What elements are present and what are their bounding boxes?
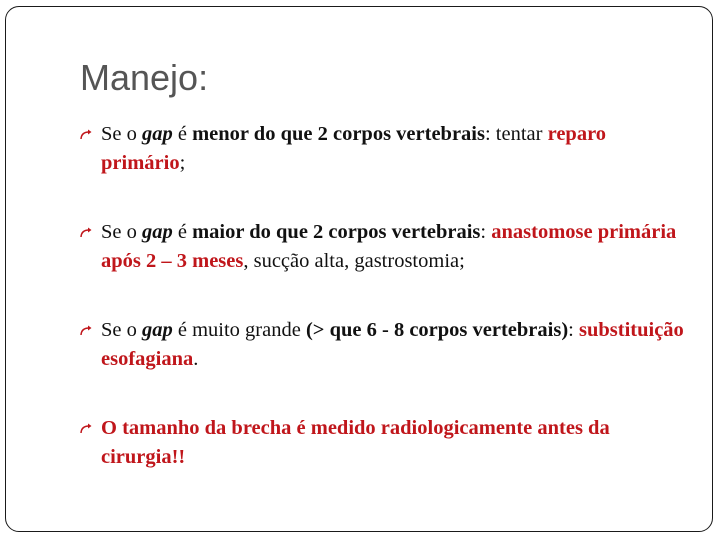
bullet-text-highlight: substituição esofagiana xyxy=(101,319,684,370)
bullet-item xyxy=(80,218,690,276)
bullet-text-plain: é muito grande xyxy=(172,319,306,341)
bullet-text-plain: : tentar xyxy=(484,123,548,145)
curved-arrow-bullet-icon xyxy=(80,325,92,337)
bullet-text-plain: , sucção alta, gastrostomia; xyxy=(243,250,465,272)
bullet-text-plain: : xyxy=(568,319,579,341)
bullet-text-plain: : xyxy=(480,221,492,243)
slide-title: Manejo: xyxy=(80,57,209,98)
bullet-text-plain: é xyxy=(172,123,193,145)
curved-arrow-bullet-icon xyxy=(80,423,92,435)
bullet-text-bold: maior do que 2 corpos vertebrais xyxy=(192,221,481,243)
bullet-item xyxy=(80,120,690,178)
bullet-text-plain: . xyxy=(193,348,199,370)
bullet-text-bold: menor do que 2 corpos vertebrais xyxy=(192,123,485,145)
bullet-text-gap: gap xyxy=(142,221,173,243)
bullet-text xyxy=(101,221,676,272)
bullet-text-plain: ; xyxy=(179,152,186,174)
bullet-text-bold: (> que 6 - 8 corpos vertebrais) xyxy=(305,319,569,341)
bullet-text-highlight: anastomose primária após 2 – 3 meses xyxy=(101,221,677,272)
bullet-text-gap: gap xyxy=(142,123,173,145)
bullet-list xyxy=(80,120,690,512)
bullet-text xyxy=(101,123,606,174)
bullet-text-highlight: reparo primário xyxy=(101,123,607,174)
curved-arrow-bullet-icon xyxy=(80,227,92,239)
bullet-item xyxy=(80,414,690,472)
bullet-text-plain: Se o xyxy=(101,319,142,341)
bullet-text-plain: é xyxy=(172,221,193,243)
bullet-item xyxy=(80,316,690,374)
bullet-text-highlight: O tamanho da brecha é medido radiologicamente antes da cirurgia!! xyxy=(101,417,610,468)
bullet-text-plain: Se o xyxy=(101,221,142,243)
bullet-text-plain: Se o xyxy=(101,123,142,145)
curved-arrow-bullet-icon xyxy=(80,129,92,141)
bullet-text xyxy=(101,319,684,370)
bullet-text-gap: gap xyxy=(142,319,173,341)
